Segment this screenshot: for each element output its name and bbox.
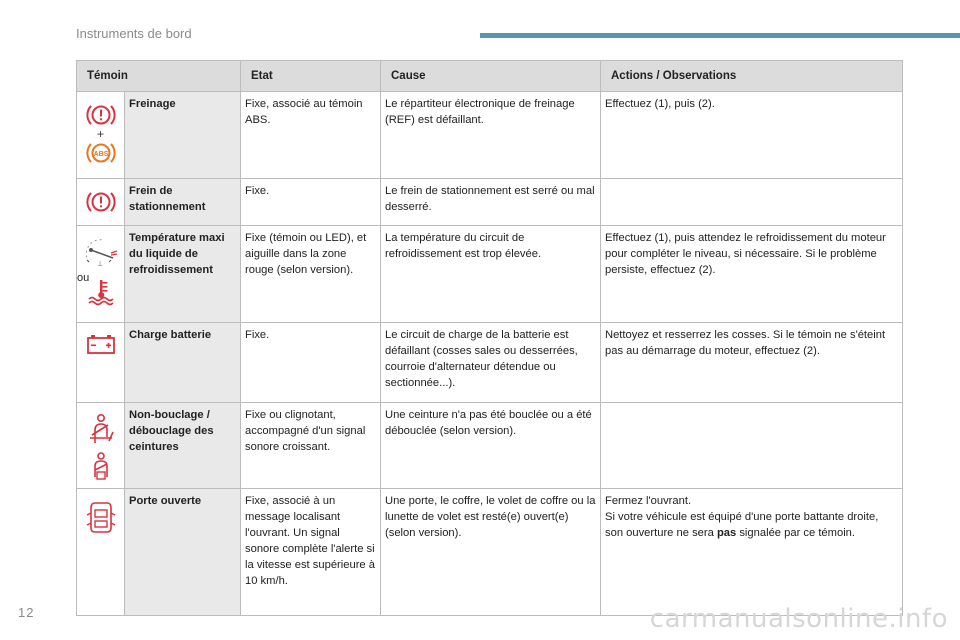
etat-cell: Fixe, associé à un message localisant l'ouvrant. Un signal sonore complète l'alerte si la vitesse est supérieure à 10 km/h. [241,489,381,616]
door-open-icon [86,499,116,535]
icon-cell [77,323,125,403]
watermark: carmanualsonline.info [649,604,948,634]
row-title: Freinage [125,92,241,179]
table-row-freinage [77,92,903,179]
page-number: 12 [18,605,35,620]
row-title: Charge batterie [125,323,241,403]
table-row-temperature [77,226,903,323]
actions-cell [601,179,903,226]
etat-cell: Fixe ou clignotant, accompagné d'un signal sonore croissant. [241,403,381,489]
cause-cell: Le répartiteur électronique de freinage (REF) est défaillant. [381,92,601,179]
svg-text:ABS: ABS [93,151,108,158]
section-title: Instruments de bord [76,26,192,41]
etat-cell: Fixe, associé au témoin ABS. [241,92,381,179]
actions-cell: Nettoyez et resserrez les cosses. Si le témoin ne s'éteint pas au démarrage du moteur, effectuez (2). [601,323,903,403]
cause-cell: La température du circuit de refroidissement est trop élevée. [381,226,601,323]
seatbelt-icon [86,413,116,445]
table-row-charge-batterie [77,323,903,403]
table-row-frein-stationnement [77,179,903,226]
row-title: Frein de stationnement [125,179,241,226]
actions-line-2: Si votre véhicule est équipé d'une porte battante droite, son ouverture ne sera [605,511,879,539]
abs-icon [85,140,117,166]
row-title: Porte ouverte [125,489,241,616]
svg-text:⊥: ⊥ [96,260,103,268]
column-header-cause: Cause [381,61,601,92]
warning-lights-table [76,60,903,616]
actions-cell: Effectuez (1), puis attendez le refroidissement du moteur pour compléter le niveau, si nécessaire. Si le problème persiste, effectuez (2). [601,226,903,323]
parking-brake-icon [85,189,117,215]
actions-cell [601,403,903,489]
icon-cell [77,226,125,323]
etat-cell: Fixe (témoin ou LED), et aiguille dans la zone rouge (selon version). [241,226,381,323]
brake-warning-icon [85,102,117,128]
cause-cell: Une ceinture n'a pas été bouclée ou a été débouclée (selon version). [381,403,601,489]
icon-cell [77,179,125,226]
cause-cell: Le circuit de charge de la batterie est défaillant (cosses sales ou desserrées, courroie d'alternateur détendue ou sectionnée...). [381,323,601,403]
actions-cell: Effectuez (1), puis (2). [601,92,903,179]
coolant-gauge-icon [83,236,119,268]
seatbelt-rear-icon [87,451,115,481]
etat-cell: Fixe. [241,179,381,226]
actions-emphasis: pas [716,527,737,539]
coolant-temperature-icon [86,278,116,306]
icon-joiner-plus: + [96,127,104,141]
column-header-actions: Actions / Observations [601,61,903,92]
icon-cell [77,489,125,616]
header-accent-bar [480,33,960,38]
cause-cell: Le frein de stationnement est serré ou mal desserré. [381,179,601,226]
icon-cell [77,403,125,489]
actions-line-2-end: signalée par ce témoin. [736,527,856,539]
row-title: Non-bouclage / débouclage des ceintures [125,403,241,489]
column-header-temoin: Témoin [77,61,241,92]
table-header-row [77,61,903,92]
actions-line-1: Fermez l'ouvrant. [605,495,692,507]
icon-joiner-ou: ou [77,272,90,284]
battery-icon [85,333,117,355]
actions-cell [601,489,903,616]
column-header-etat: Etat [241,61,381,92]
row-title: Température maxi du liquide de refroidissement [125,226,241,323]
cause-cell: Une porte, le coffre, le volet de coffre ou la lunette de volet est resté(e) ouvert(e) (selon version). [381,489,601,616]
icon-cell [77,92,125,179]
etat-cell: Fixe. [241,323,381,403]
table-row-porte-ouverte [77,489,903,616]
table-row-ceintures [77,403,903,489]
